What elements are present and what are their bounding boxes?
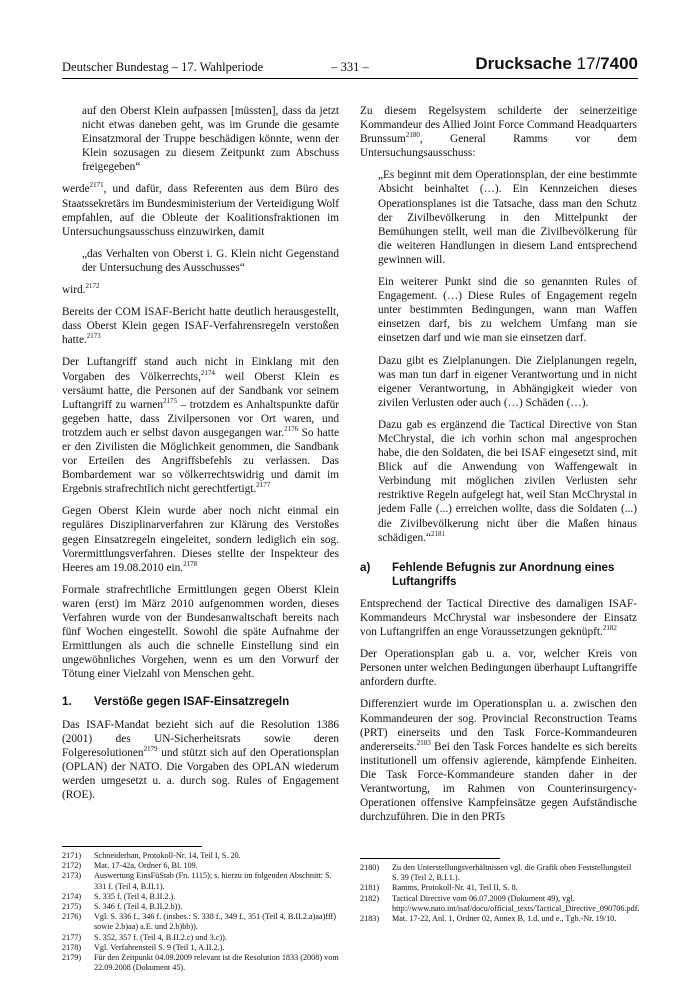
footnote-text: Vgl. S. 336 f., 346 f. (insbes.: S. 338 f., 349 f., 351 (Teil 4, B.II.2.a)aa)fff) sowie 2.b)aa) a.E. und 2.b)bb)). xyxy=(94,912,336,932)
footnote xyxy=(62,871,339,891)
footnotes-right xyxy=(360,848,640,924)
quote-ramms-3: Dazu gibt es Zielplanungen. Die Zielplanungen regeln, was man tun darf in eigener Verantwortung und in nicht eigener Verantwortung, in Abhängigkeit wieder von zivilen Verlusten oder auch (…) Schäden (…). xyxy=(378,354,637,409)
footnote-ref: 2182 xyxy=(602,624,617,633)
paragraph: Gegen Oberst Klein wurde aber noch nicht einmal ein reguläres Disziplinarverfahren zur Klärung des Verstoßes gegen Einsatzregeln eingeleitet, sondern lediglich ein sog. Vorermittlungsverfahren. Dieses stellte der Inspekteur des Heeres am 19.08.2010 ein.$^{2178}$ xyxy=(62,505,339,574)
footnote xyxy=(62,892,339,902)
footnote-ref: 2171 xyxy=(89,181,104,190)
quote-untersuchung: „das Verhalten von Oberst i. G. Klein nicht Gegenstand der Untersuchung des Ausschusses“ xyxy=(82,247,339,274)
footnote-number: 2172) xyxy=(62,861,82,871)
footnote-rule xyxy=(62,846,202,847)
quote-ramms-1: „Es beginnt mit dem Operationsplan, der eine bestimmte Absicht beinhaltet (…). Ein Kennzeichen dieses Operationsplanes ist die Tatsache, dass man den Schutz der Zivilbevölkerung in den Mittelpunkt der Bemühungen stellt, weil man die Zivilbevölkerung für die weiteren Handlungen in diesem Land entsprechend gewinnen will. xyxy=(378,169,637,266)
footnote-ref: 2174 xyxy=(200,368,215,377)
footnote xyxy=(360,914,637,924)
footnote-ref: 2172 xyxy=(85,282,100,291)
footnote-text: Mat. 17-42a, Ordner 6, Bl. 109. xyxy=(94,861,198,871)
right-column xyxy=(360,104,637,832)
page-header xyxy=(62,56,638,79)
footnote-text: Vgl. Verfahrensteil S. 9 (Teil 1, A.II.2.). xyxy=(94,942,225,952)
footnote xyxy=(360,893,640,914)
footnote-ref: 2181 xyxy=(431,529,446,538)
paragraph: werde$^{2171}$, und dafür, dass Referenten aus dem Büro des Staatssekretärs im Bundesministerium der Verteidigung Wolf empfahlen, auf die Obleute der Koalitionsfraktionen im Untersuchungsausschuss einzuwirken, damit xyxy=(62,181,339,238)
paragraph: Das ISAF-Mandat bezieht sich auf die Resolution 1386 (2001) des UN-Sicherheitsrats sowie deren Folgeresolutionen$^{2179}$ und stützt sich auf den Operationsplan (OPLAN) der NATO. Die Vorgaben des OPLAN wiederum werden umgesetzt u. a. durch sog. Rules of Engagement (ROE). xyxy=(62,718,339,802)
footnote xyxy=(62,953,339,973)
quote-ramms-2: Ein weiterer Punkt sind die so genannten Rules of Engagement. (…) Diese Rules of Engagement regeln unter bestimmten Bedingungen, wann man Waffen einsetzen darf, bis zu welchem Umfang man sie einsetzen darf und wie man sie einsetzen darf. xyxy=(378,276,637,345)
paragraph: Differenziert wurde im Operationsplan u. a. zwischen den Kommandeuren der sog. Provincial Reconstruction Teams (PRT) einerseits und den Task Force-Kommandeuren andererseits.$^{2183}$ Bei den Task Forces handelte es sich bereits institutionell um offensiv agierende, kämpfende Einheiten. Die Task Force-Kommandeure standen daher in der Verantwortung, im Rahmen von Counterinsurgency-Operationen offensive Kampfeinsätze gegen Aufständische durchzuführen. Die in den PRTs xyxy=(360,698,637,824)
footnote-ref: 2175 xyxy=(162,396,177,405)
footnote-number: 2183) xyxy=(360,914,380,924)
doc-prefix: Drucksache xyxy=(475,54,577,73)
quote-klein: auf den Oberst Klein aufpassen [müssten], dass da jetzt nicht etwas daneben geht, was im Grunde die gesamte Einsatzmoral der Truppe beschädigen könnte, wenn der Klein sozusagen zu diesem Zeitpunkt zum Abschuss freigegeben“ xyxy=(82,105,339,174)
paragraph: Der Operationsplan gab u. a. vor, welcher Kreis von Personen unter welchen Bedingungen überhaupt Luftangriffe anfordern durfte. xyxy=(360,648,637,689)
footnote xyxy=(62,933,339,943)
footnote xyxy=(62,943,339,953)
footnote-text: Für den Zeitpunkt 04.09.2009 relevant ist die Resolution 1833 (2008) vom 22.09.2008 (Dokument 45). xyxy=(94,953,339,973)
footnote xyxy=(360,883,637,893)
page-number: – 331 – xyxy=(331,60,369,74)
footnote xyxy=(62,861,339,871)
footnote-number: 2180) xyxy=(360,863,380,872)
paragraph: Bereits der COM ISAF-Bericht hatte deutlich herausgestellt, dass Oberst Klein gegen ISAF-Verfahrensregeln verstoßen hatte.$^{2173}$ xyxy=(62,306,339,347)
footnote xyxy=(62,902,339,912)
footnote-number: 2174) xyxy=(62,891,82,901)
footnote-text: S. 352, 357 f. (Teil 4, B.II.2.c) und 3.c)). xyxy=(94,932,227,942)
footnote-number: 2176) xyxy=(62,912,82,922)
footnotes-left xyxy=(62,836,339,973)
footnote-text: S. 335 f. (Teil 4, B.II.2.). xyxy=(94,891,176,901)
paragraph: Entsprechend der Tactical Directive des damaligen ISAF-Kommandeurs McChrystal war insbesondere der Einsatz von Luftangriffen an enge Voraussetzungen geknüpft.$^{2182}$ xyxy=(360,597,637,639)
section-heading: a) Fehlende Befugnis zur Anordnung eines Luftangriffs xyxy=(360,560,615,588)
paragraph: Der Luftangriff stand auch nicht in Einklang mit den Vorgaben des Völkerrechts,$^{2174}$ weil Oberst Klein es versäumt hatte, die Personen auf der Sandbank vor seinem Luftangriff zu warnen$^{2175}$ – trotzdem es Anhaltspunkte dafür gegeben hatte, dass Zivilpersonen vor Ort waren, und trotzdem auch er selbst davon ausgegangen war.$^{2176}$ So hatte er den Zivilisten die Möglichkeit genommen, die Sandbank vor Erteilen des Angriffsbefehls zu verlassen. Das Bombardement war so völkerrechtswidrig und damit im Ergebnis strafrechtlich nicht gerechtfertigt.$^{2177}$ xyxy=(62,356,339,496)
footnote-text: Auswertung EinsFüStab (Fn. 1115); s. hierzu im folgenden Abschnitt: S. 331 f. (Teil 4, B.II.1). xyxy=(94,871,332,891)
header-publication: Deutscher Bundestag – 17. Wahlperiode xyxy=(62,60,264,74)
footnote-number: 2178) xyxy=(62,942,82,952)
footnote-ref: 2177 xyxy=(256,481,271,490)
left-column xyxy=(62,104,339,810)
footnote xyxy=(62,851,339,861)
footnote-text: Schneiderhan, Protokoll-Nr. 14, Teil I, S. 20. xyxy=(94,851,241,860)
footnote-ref: 2179 xyxy=(143,744,158,753)
footnote-number: 2173) xyxy=(62,871,82,881)
footnote-ref: 2176 xyxy=(284,425,299,434)
footnote xyxy=(62,912,339,932)
document-number xyxy=(475,54,638,74)
footnote-rule xyxy=(360,858,500,859)
footnote-text: Tactical Directive vom 06.07.2009 (Dokument 49), vgl. http://www.nato.int/isaf/docu/official_texts/Tactical_Directive_090706.pdf. xyxy=(392,893,640,913)
section-heading: 1. Verstöße gegen ISAF-Einsatzregeln xyxy=(62,695,290,709)
paragraph: Zu diesem Regelsystem schilderte der seinerzeitige Kommandeur des Allied Joint Force Command Headquarters Brunssum$^{2180}$, General Ramms vor dem Untersuchungsausschuss: xyxy=(360,105,637,160)
footnote xyxy=(360,863,637,883)
footnote-text: Ramms, Protokoll-Nr. 41, Teil II, S. 8. xyxy=(392,883,518,893)
footnote-number: 2171) xyxy=(62,851,82,860)
paragraph: Formale strafrechtliche Ermittlungen gegen Oberst Klein waren (erst) im März 2010 aufgenommen worden, dieses Verfahren wurde von der Bundesanwaltschaft bereits nach fünf Wochen eingestellt. Sowohl die späte Aufnahme der Ermittlungen als auch die schnelle Einstellung sind ein ungewöhnliches Vorgehen, wenn es um den Vorwurf der Tötung einer Vielzahl von Menschen geht. xyxy=(62,583,339,681)
footnote-number: 2177) xyxy=(62,932,82,942)
doc-period: 17/ xyxy=(576,54,601,73)
footnote-text: Mat. 17-22, Anl. 1, Ordner 02, Annex B, 1.d. und e., Tgb.-Nr. 19/10. xyxy=(392,914,617,924)
footnote-ref: 2183 xyxy=(416,738,431,747)
footnote-number: 2179) xyxy=(62,953,82,963)
footnote-text: Zu den Unterstellungsverhältnissen vgl. die Grafik oben Feststellungsteil S. 39 (Teil 2, B.I.1.). xyxy=(392,863,632,883)
paragraph: wird.$^{2172}$ xyxy=(62,282,100,297)
quote-ramms-4: Dazu gab es ergänzend die Tactical Directive von Stan McChrystal, die ich vorhin schon mal angesprochen habe, die den Soldaten, die bei ISAF eingesetzt sind, mit Blick auf die Anwendung von Waffengewalt in Verbindung mit möglichen zivilen Verlusten sehr restriktive Regeln aufgelegt hat, weil Stan McChrystal in jedem Falle (...) erreichen wollte, dass die Soldaten (...) die Zivilbevölkerung nicht über die Maßen hinaus schädigen.“$^{2181}$ xyxy=(378,418,637,544)
footnote-ref: 2180 xyxy=(405,131,420,140)
footnote-text: S. 346 f. (Teil 4, B.II.2.b)). xyxy=(94,902,183,912)
footnote-number: 2175) xyxy=(62,902,82,912)
footnote-number: 2182) xyxy=(360,893,380,903)
footnote-ref: 2173 xyxy=(86,332,101,341)
doc-num: 7400 xyxy=(600,54,638,73)
footnote-number: 2181) xyxy=(360,883,380,893)
footnote-ref: 2178 xyxy=(183,559,198,568)
